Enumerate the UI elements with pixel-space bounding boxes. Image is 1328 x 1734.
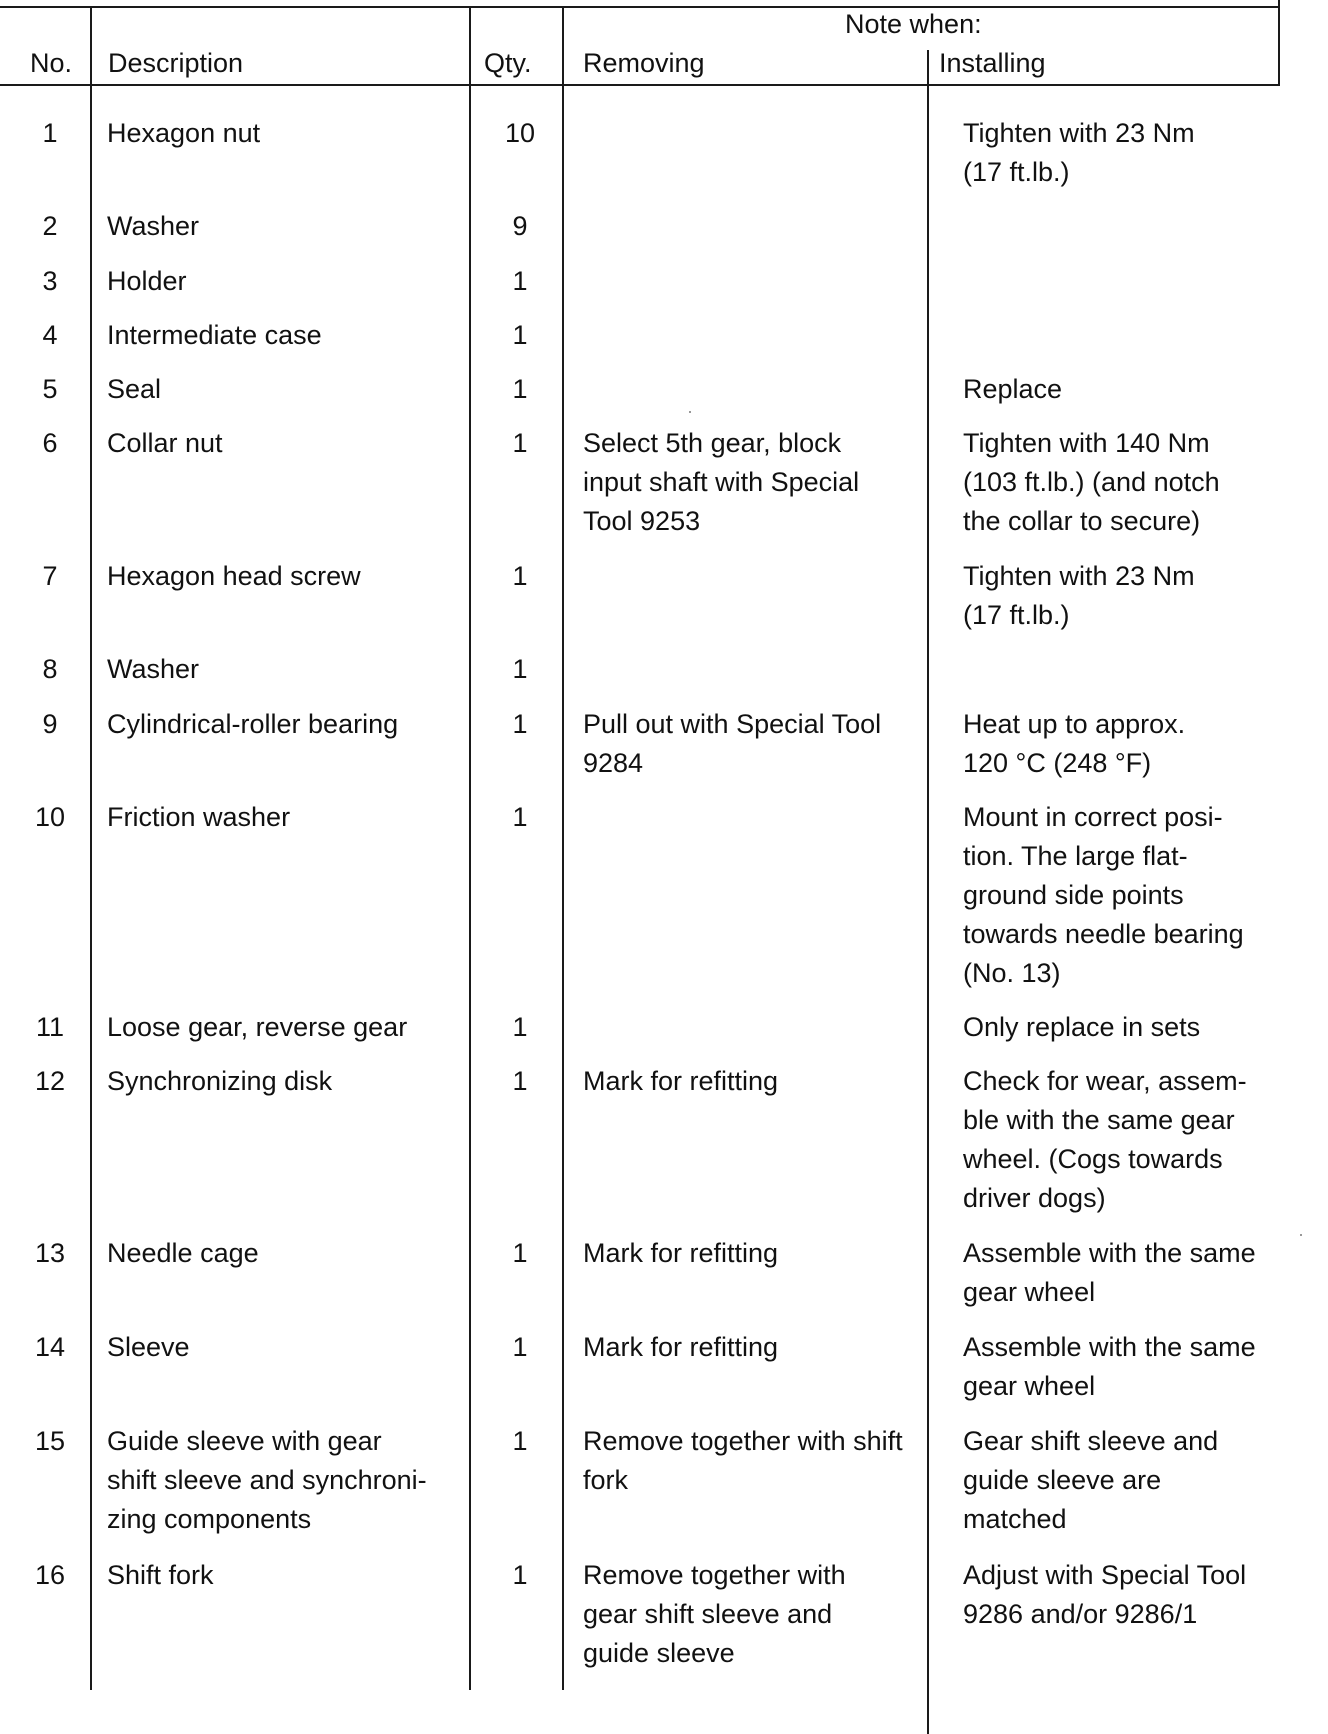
row-qty: 1 <box>512 266 528 296</box>
row-description: Sleeve <box>107 1332 190 1362</box>
header-note-when: Note when: <box>845 9 982 39</box>
row-installing: Check for wear, assem- ble with the same gear wheel. (Cogs towards driver dogs) <box>963 1066 1247 1213</box>
row-description: Collar nut <box>107 428 223 458</box>
row-removing: Select 5th gear, block input shaft with Special Tool 9253 <box>583 428 860 536</box>
row-installing: Heat up to approx. 120 °C (248 °F) <box>963 709 1186 778</box>
row-description: Seal <box>107 374 162 404</box>
header-qty: Qty. <box>484 48 532 78</box>
row-installing: Tighten with 140 Nm (103 ft.lb.) (and notch the collar to secure) <box>963 428 1220 536</box>
row-no: 8 <box>42 654 58 684</box>
row-qty: 1 <box>512 1332 528 1362</box>
row-no: 13 <box>34 1238 66 1268</box>
row-qty: 1 <box>512 654 528 684</box>
row-qty: 1 <box>512 428 528 458</box>
row-no: 1 <box>42 118 58 148</box>
row-installing: Tighten with 23 Nm (17 ft.lb.) <box>963 561 1195 630</box>
column-divider <box>562 6 564 1690</box>
column-divider <box>1278 0 1280 86</box>
row-description: Shift fork <box>107 1560 214 1590</box>
row-installing: Assemble with the same gear wheel <box>963 1332 1256 1401</box>
row-description: Hexagon nut <box>107 118 261 148</box>
row-no: 2 <box>42 211 58 241</box>
row-removing: Mark for refitting <box>583 1238 779 1268</box>
row-no: 14 <box>34 1332 66 1362</box>
header-description: Description <box>108 48 244 78</box>
row-qty: 1 <box>512 374 528 404</box>
header-no: No. <box>30 48 73 78</box>
row-removing: Remove together with gear shift sleeve and guide sleeve <box>583 1560 846 1668</box>
top-rule <box>0 6 1280 8</box>
row-qty: 1 <box>512 802 528 832</box>
row-installing: Replace <box>963 374 1063 404</box>
row-installing: Only replace in sets <box>963 1012 1201 1042</box>
row-description: Loose gear, reverse gear <box>107 1012 408 1042</box>
row-qty: 10 <box>504 118 536 148</box>
column-divider <box>927 50 929 1734</box>
row-no: 6 <box>42 428 58 458</box>
row-no: 4 <box>42 320 58 350</box>
row-description: Holder <box>107 266 187 296</box>
header-rule <box>0 84 1280 86</box>
row-qty: 1 <box>512 1238 528 1268</box>
row-no: 5 <box>42 374 58 404</box>
row-removing: Pull out with Special Tool 9284 <box>583 709 882 778</box>
row-description: Friction washer <box>107 802 291 832</box>
row-qty: 1 <box>512 1066 528 1096</box>
row-description: Hexagon head screw <box>107 561 361 591</box>
row-installing: Gear shift sleeve and guide sleeve are matched <box>963 1426 1219 1534</box>
row-no: 3 <box>42 266 58 296</box>
row-installing: Adjust with Special Tool 9286 and/or 9286/1 <box>963 1560 1247 1629</box>
row-qty: 1 <box>512 320 528 350</box>
scan-speck <box>689 411 691 413</box>
row-removing: Mark for refitting <box>583 1332 779 1362</box>
row-no: 16 <box>34 1560 66 1590</box>
row-description: Intermediate case <box>107 320 322 350</box>
row-qty: 9 <box>512 211 528 241</box>
row-description: Needle cage <box>107 1238 259 1268</box>
row-no: 15 <box>34 1426 66 1456</box>
row-qty: 1 <box>512 1012 528 1042</box>
row-description: Washer <box>107 654 200 684</box>
row-no: 10 <box>34 802 66 832</box>
header-removing: Removing <box>583 48 705 78</box>
column-divider <box>469 6 471 1690</box>
row-installing: Mount in correct posi- tion. The large flat- ground side points towards needle bearing (No. 13) <box>963 802 1244 988</box>
row-description: Washer <box>107 211 200 241</box>
row-installing: Tighten with 23 Nm (17 ft.lb.) <box>963 118 1195 187</box>
row-description: Cylindrical-roller bearing <box>107 709 399 739</box>
row-installing: Assemble with the same gear wheel <box>963 1238 1256 1307</box>
row-description: Guide sleeve with gear shift sleeve and synchroni- zing components <box>107 1426 427 1534</box>
scan-speck <box>1300 1234 1302 1236</box>
row-removing: Remove together with shift fork <box>583 1426 903 1495</box>
row-qty: 1 <box>512 709 528 739</box>
row-no: 7 <box>42 561 58 591</box>
row-description: Synchronizing disk <box>107 1066 333 1096</box>
row-qty: 1 <box>512 1560 528 1590</box>
row-no: 11 <box>35 1012 65 1042</box>
header-installing: Installing <box>939 48 1046 78</box>
row-qty: 1 <box>512 1426 528 1456</box>
row-no: 9 <box>42 709 58 739</box>
row-removing: Mark for refitting <box>583 1066 779 1096</box>
column-divider <box>90 6 92 1690</box>
row-qty: 1 <box>512 561 528 591</box>
row-no: 12 <box>34 1066 66 1096</box>
